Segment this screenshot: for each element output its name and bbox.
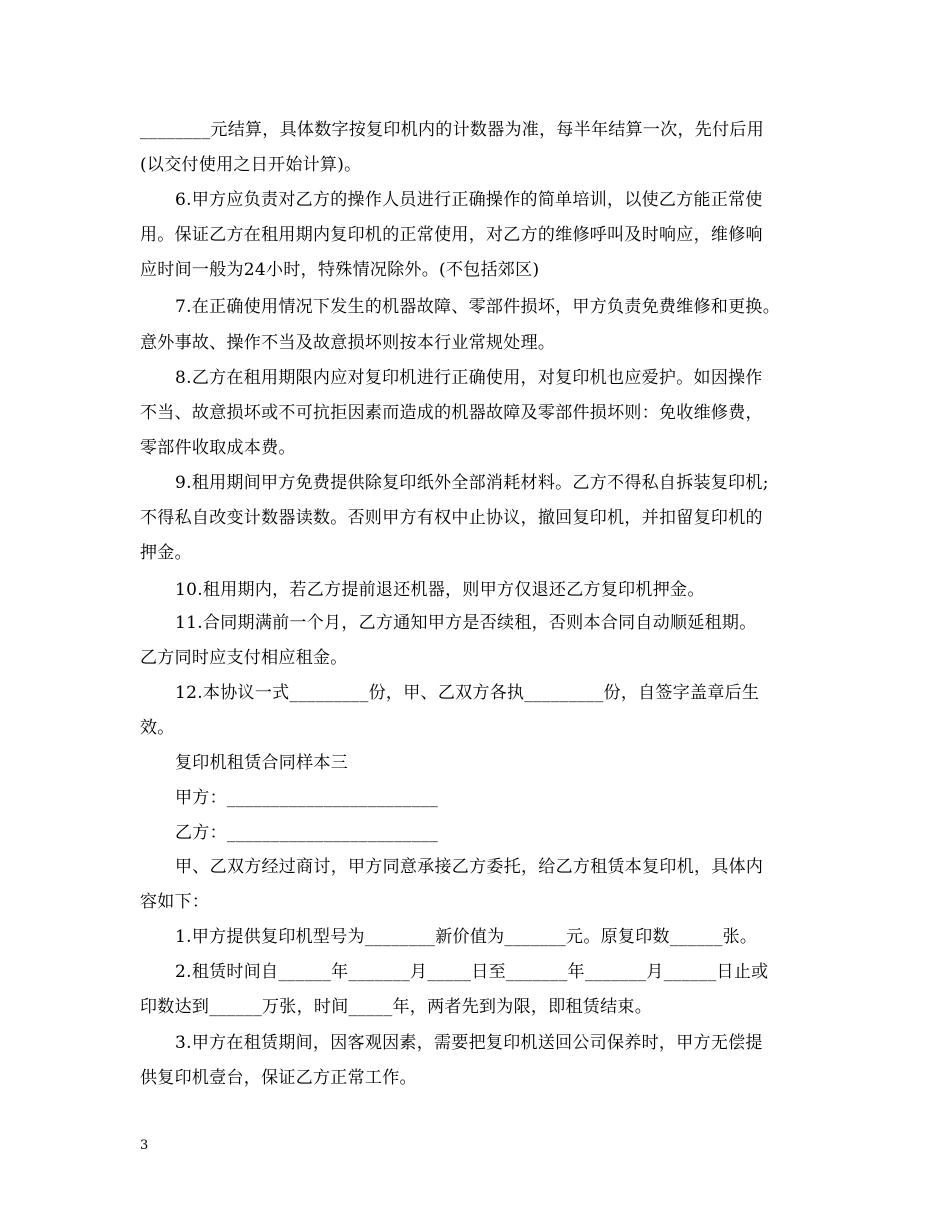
text-line: 11.合同期满前一个月，乙方通知甲方是否续租，否则本合同自动顺延租期。 xyxy=(175,613,757,633)
text-line: 乙方同时应支付相应租金。 xyxy=(140,648,348,668)
page-number: 3 xyxy=(140,1138,149,1153)
party-b-line: 乙方：________________________ xyxy=(175,823,439,843)
text-line: 应时间一般为24小时，特殊情况除外。(不包括郊区) xyxy=(140,260,540,280)
text-line: (以交付使用之日开始计算)。 xyxy=(140,155,362,175)
text-line: 押金。 xyxy=(140,543,192,563)
text-line: 8.乙方在租用期限内应对复印机进行正确使用，对复印机也应爱护。如因操作 xyxy=(175,368,763,388)
text-line: 1.甲方提供复印机型号为________新价值为_______元。原复印数______张。 xyxy=(175,927,758,947)
text-line: 9.租用期间甲方免费提供除复印纸外全部消耗材料。乙方不得私自拆装复印机; xyxy=(175,473,769,493)
text-line: 12.本协议一式_________份，甲、乙双方各执_________份，自签字盖章后生 xyxy=(175,683,760,703)
text-line: 用。保证乙方在租用期内复印机的正常使用，对乙方的维修呼叫及时响应，维修响 xyxy=(140,225,763,245)
party-a-line: 甲方：________________________ xyxy=(175,788,439,808)
text-line: ________元结算，具体数字按复印机内的计数器为准，每半年结算一次，先付后用 xyxy=(140,120,764,140)
text-line: 零部件收取成本费。 xyxy=(140,438,296,458)
section-title: 复印机租赁合同样本三 xyxy=(175,753,348,773)
text-line: 意外事故、操作不当及故意损坏则按本行业常规处理。 xyxy=(140,333,556,353)
text-line: 容如下： xyxy=(140,892,210,912)
text-line: 印数达到______万张，时间_____年，两者先到为限，即租赁结束。 xyxy=(140,997,652,1017)
text-line: 6.甲方应负责对乙方的操作人员进行正确操作的简单培训，以使乙方能正常使 xyxy=(175,190,763,210)
text-line: 10.租用期内，若乙方提前退还机器，则甲方仅退还乙方复印机押金。 xyxy=(175,580,705,600)
text-line: 7.在正确使用情况下发生的机器故障、零部件损坏，甲方负责免费维修和更换。 xyxy=(175,297,781,317)
text-line: 甲、乙双方经过商讨，甲方同意承接乙方委托，给乙方租赁本复印机，具体内 xyxy=(175,857,764,877)
text-line: 2.租赁时间自______年_______月_____日至_______年_______月______日止或 xyxy=(175,962,769,982)
text-line: 不当、故意损坏或不可抗拒因素而造成的机器故障及零部件损坏则：免收维修费， xyxy=(140,403,763,423)
text-line: 不得私自改变计数器读数。否则甲方有权中止协议，撤回复印机，并扣留复印机的 xyxy=(140,508,763,528)
text-line: 3.甲方在租赁期间，因客观因素，需要把复印机送回公司保养时，甲方无偿提 xyxy=(175,1033,763,1053)
text-line: 供复印机壹台，保证乙方正常工作。 xyxy=(140,1068,417,1088)
text-line: 效。 xyxy=(140,718,175,738)
